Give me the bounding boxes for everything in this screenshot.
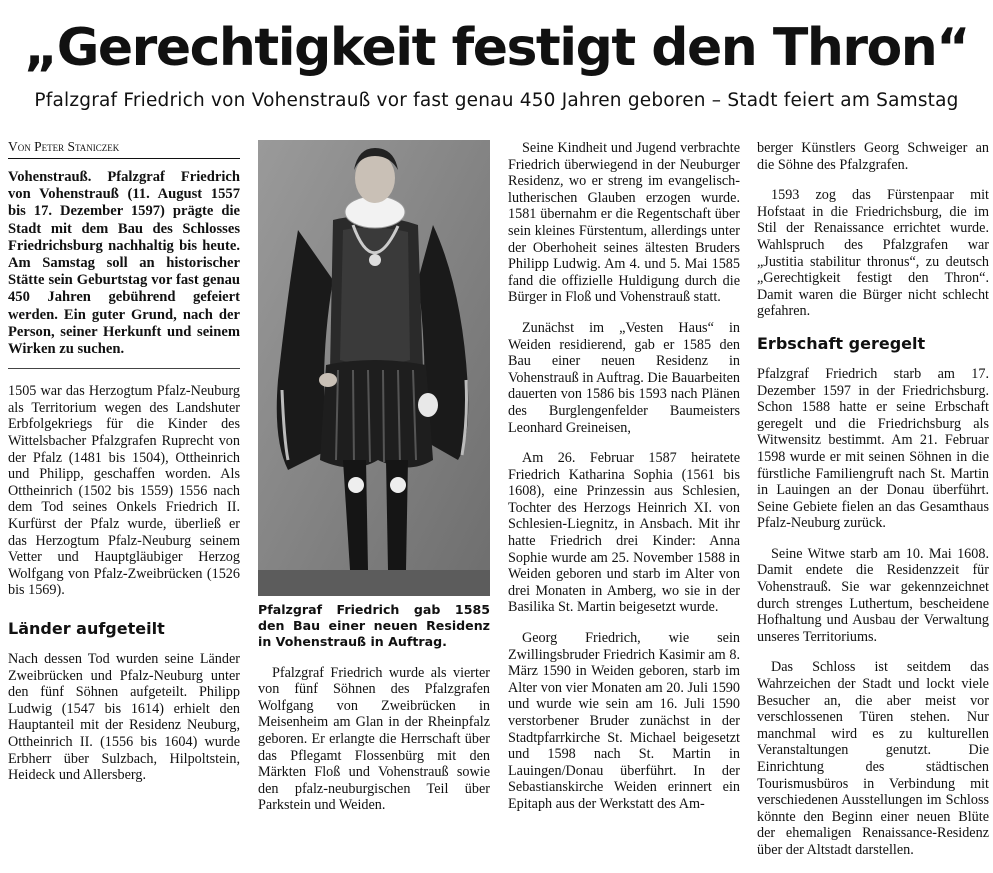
paragraph: Pfalzgraf Friedrich wurde als vierter von fünf Söhnen des Pfalzgrafen Wolfgang von Zweibrücken in Meisenheim am Glan in der Rheinpfalz geboren. Er erlangte die Herrschaft über das Pflegamt Flossenbürg mit den Märkten Floß und Vohenstrauß sowie den pfalz-neuburgischen Teil über Parkstein und Weiden. <box>258 664 490 814</box>
subheading-erbschaft-geregelt: Erbschaft geregelt <box>757 333 926 353</box>
paragraph: Seine Witwe starb am 10. Mai 1608. Damit endete die Residenzzeit für Vohenstrauß. Sie war gekennzeichnet durch strenges Luthertum, bescheidene Hofhaltung und Ausbau der Verwaltung unseres Territoriums. <box>757 545 989 645</box>
paragraph: 1593 zog das Fürstenpaar mit Hofstaat in die Friedrichsburg, die im Stil der Renaissance errichtet wurde. Wahlspruch des Pfalzgrafen war „Justitia stabilitur thronus“, zu deutsch „Gerechtigkeit festigt den Thron“. Damit waren die Bürger nicht schlecht gefahren. <box>757 187 989 320</box>
column-3 <box>508 140 740 827</box>
paragraph: 1505 war das Herzogtum Pfalz-Neuburg als Territorium wegen des Landshuter Erbfolgekriegs für die Kinder des Wittelsbacher Pfalzgrafen Ruprecht von der Pfalz (1481 bis 1504), Ottheinrich und Philipp, geschaffen worden. Als Ottheinrich (1502 bis 1559) 1556 nach dem Tod seines Onkels Friedrich II. Kurfürst der Pfalz wurde, überließ er das Herzogtum Pfalz-Neuburg seinem Vetter und Hauptgläubiger Herzog Wolfgang von Pfalz-Zweibrücken (1526 bis 1569). <box>8 383 240 599</box>
paragraph: Am 26. Februar 1587 heiratete Friedrich Katharina Sophia (1561 bis 1608), eine Prinzessin aus Schlesien, Tochter des Herzogs Heinrich XI. von Schlesien-Liegnitz, in Ansbach. Mit ihr hatte Friedrich drei Kinder: Anna Sophie wurde am 25. November 1588 in Weiden geboren und starb im Alter von drei Monaten in Amberg, wo sie in der Basilika St. Martin beigesetzt wurde. <box>508 450 740 616</box>
paragraph: Nach dessen Tod wurden seine Länder Zweibrücken und Pfalz-Neuburg unter den fünf Söhnen aufgeteilt. Philipp Ludwig (1547 bis 1614) erhielt den Hauptanteil mit der Residenz Neuburg, Ottheinrich II. (1556 bis 1604) wurde Erbherr über Sulzbach, Hilpoltstein, Heideck und Allersberg. <box>8 650 240 784</box>
author-byline: Von Peter Staniczek <box>8 140 240 159</box>
lead-paragraph: Vohenstrauß. Pfalzgraf Friedrich von Vohenstrauß (11. August 1557 bis 17. Dezember 1597) prägte die Stadt mit dem Bau des Schlosses Friedrichsburg nachhaltig bis heute. Am Samstag soll an historischer Stätte sein Geburtstag vor fast genau 450 Jahren gebührend gefeiert werden. Ein guter Grund, nach der Person, seiner Herkunft und seinem Wirken zu suchen. <box>8 169 240 369</box>
portrait-drawing <box>258 140 490 596</box>
subheadline: Pfalzgraf Friedrich von Vohenstrauß vor fast genau 450 Jahren geboren – Stadt feiert am Samstag <box>34 90 959 111</box>
paragraph: Das Schloss ist seitdem das Wahrzeichen der Stadt und lockt viele Besucher an, die aber meist vor verschlossenen Türen stehen. Nur manchmal wird es zu kulturellen Veranstaltungen genutzt. Die Einrichtung des städtischen Tourismusbüros in Verbindung mit verschiedenen Ausstellungen im Schloss könnte den Beginn einer neuen Blüte der ehemaligen Renaissance-Residenz über der Altstadt darstellen. <box>757 659 989 858</box>
portrait-image <box>258 140 490 596</box>
photo-caption: Pfalzgraf Friedrich gab 1585 den Bau einer neuen Residenz in Vohenstrauß in Auftrag. <box>258 602 490 650</box>
paragraph: berger Künstlers Georg Schweiger an die Söhne des Pfalzgrafen. <box>757 140 989 173</box>
column-2 <box>258 140 490 828</box>
paragraph: Georg Friedrich, wie sein Zwillingsbruder Friedrich Kasimir am 8. März 1590 in Weiden geboren, starb im Alter von vier Monaten am 20. Juli 1590 und wurde wie sein am 16. Juli 1590 verstorbener Bruder zunächst in der Stadtpfarrkirche St. Michael beigesetzt und 1598 nach St. Martin in Lauingen/Donau überführt. In der Sebastianskirche Weiden erinnert ein Epitaph aus der Werkstatt des Am- <box>508 630 740 812</box>
subheading-laender-aufgeteilt: Länder aufgeteilt <box>8 618 165 638</box>
column-4 <box>757 140 989 873</box>
paragraph: Pfalzgraf Friedrich starb am 17. Dezember 1597 in der Friedrichsburg. Schon 1588 hatte er seine Erbschaft geregelt und die Friedrichsburg als Witwensitz bestimmt. Am 21. Februar 1598 wurde er mit seinen Söhnen in die fürstliche Familiengruft nach St. Martin in Lauingen an der Donau überführt. Seine Gebiete fielen an das Gesamthaus Pfalz-Neuburg zurück. <box>757 365 989 532</box>
paragraph: Seine Kindheit und Jugend verbrachte Friedrich überwiegend in der Neuburger Residenz, wo er streng im evangelisch-lutherischen Glauben erzogen wurde. 1581 übernahm er die Regentschaft über sein kleines Fürstentum, allerdings unter der Oberhoheit seines ältesten Bruders Philipp Ludwig. Am 4. und 5. Mai 1585 fand die offizielle Huldigung durch die Bürger in Floß und Vohenstrauß statt. <box>508 140 740 306</box>
paragraph: Zunächst im „Vesten Haus“ in Weiden residierend, gab er 1585 den Bau einer neuen Residenz in Vohenstrauß in Auftrag. Die Bauarbeiten dauerten von 1586 bis 1593 nach Plänen des Burglengenfelder Baumeisters Leonhard Greineisen, <box>508 319 740 436</box>
headline: „Gerechtigkeit festigt den Thron“ <box>24 18 969 78</box>
column-1 <box>8 140 240 798</box>
